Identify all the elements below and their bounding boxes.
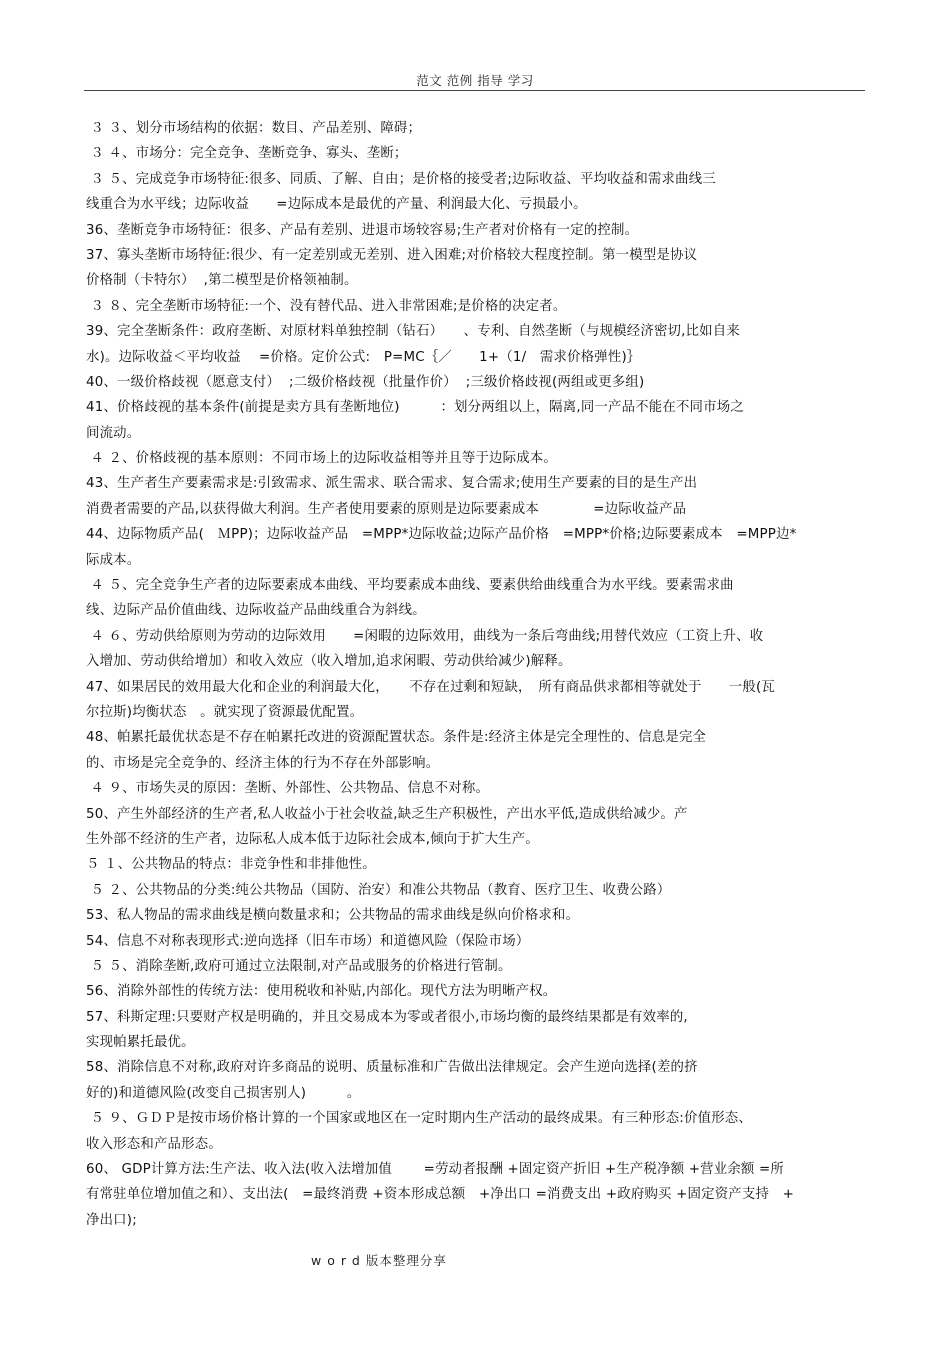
text-line: 线、边际产品价值曲线、边际收益产品曲线重合为斜线。	[86, 603, 426, 619]
text-line: 的、市场是完全竞争的、经济主体的行为不存在外部影响。	[86, 755, 440, 771]
text-line: ４ ５、完全竞争生产者的边际要素成本曲线、平均要素成本曲线、要素供给曲线重合为水平线。要素需求曲	[86, 578, 734, 594]
text-line: 40、一级价格歧视（愿意支付） ;二级价格歧视（批量作价） ;三级价格歧视(两组或更多组)	[86, 374, 645, 390]
text-line: 收入形态和产品形态。	[86, 1136, 222, 1152]
document-body	[86, 116, 886, 1233]
text-line: ５ ５、消除垄断,政府可通过立法限制,对产品或服务的价格进行管制。	[86, 958, 512, 974]
text-line: 54、信息不对称表现形式:逆向选择（旧车市场）和道德风险（保险市场）	[86, 933, 530, 949]
text-line: ３ ４、市场分：完全竞争、垄断竞争、寡头、垄断；	[86, 146, 408, 162]
text-line: 线重合为水平线；边际收益 =边际成本是最优的产量、利润最大化、亏损最小。	[86, 197, 587, 213]
text-line: ５ ９、ＧＤＰ是按市场价格计算的一个国家或地区在一定时期内生产活动的最终成果。有三种形态:价值形态、	[86, 1111, 752, 1127]
text-line: ４ ９、市场失灵的原因：垄断、外部性、公共物品、信息不对称。	[86, 781, 490, 797]
text-line: 入增加、劳动供给增加）和收入效应（收入增加,追求闲暇、劳动供给减少)解释。	[86, 654, 572, 670]
text-line: 36、垄断竞争市场特征：很多、产品有差别、进退市场较容易;生产者对价格有一定的控制。	[86, 222, 639, 238]
text-line: 净出口);	[86, 1212, 137, 1228]
text-line: ３ ８、完全垄断市场特征:一个、没有替代品、进入非常困难;是价格的决定者。	[86, 298, 567, 314]
text-line: ４ ６、劳动供给原则为劳动的边际效用 =闲暇的边际效用，曲线为一条后弯曲线;用替代效应（工资上升、收	[86, 628, 764, 644]
text-line: 生外部不经济的生产者，边际私人成本低于边际社会成本,倾向于扩大生产。	[86, 831, 539, 847]
page-header: 范文 范例 指导 学习	[416, 73, 534, 88]
text-line: 好的)和道德风险(改变自己损害别人) 。	[86, 1085, 361, 1101]
page-footer: w o r d 版本整理分享	[311, 1253, 447, 1268]
text-line: ４ ２、价格歧视的基本原则：不同市场上的边际收益相等并且等于边际成本。	[86, 451, 557, 467]
text-line: 53、私人物品的需求曲线是横向数量求和；公共物品的需求曲线是纵向价格求和。	[86, 908, 580, 924]
text-line: 尔拉斯)均衡状态 。就实现了资源最优配置。	[86, 704, 364, 720]
text-line: 47、如果居民的效用最大化和企业的利润最大化， 不存在过剩和短缺， 所有商品供求都相等就处于 一般(瓦	[86, 679, 775, 695]
text-line: 48、帕累托最优状态是不存在帕累托改进的资源配置状态。条件是:经济主体是完全理性的、信息是完全	[86, 730, 707, 746]
text-line: ３ ５、完成竞争市场特征:很多、同质、了解、自由；是价格的接受者;边际收益、平均收益和需求曲线三	[86, 171, 716, 187]
text-line: ５ １、公共物品的特点：非竞争性和非排他性。	[86, 857, 376, 873]
text-line: 58、消除信息不对称,政府对许多商品的说明、质量标准和广告做出法律规定。会产生逆向选择(差的挤	[86, 1060, 698, 1076]
text-line: ５ ２、公共物品的分类:纯公共物品（国防、治安）和准公共物品（教育、医疗卫生、收费公路）	[86, 882, 671, 898]
text-line: 价格制（卡特尔） ,第二模型是价格领袖制。	[86, 273, 358, 289]
text-line: 50、产生外部经济的生产者,私人收益小于社会收益,缺乏生产积极性，产出水平低,造成供给减少。产	[86, 806, 688, 822]
text-line: 43、生产者生产要素需求是:引致需求、派生需求、联合需求、复合需求;使用生产要素的目的是生产出	[86, 476, 698, 492]
text-line: 37、寡头垄断市场特征:很少、有一定差别或无差别、进入困难;对价格较大程度控制。第一模型是协议	[86, 247, 698, 263]
text-line: 间流动。	[86, 425, 141, 441]
text-line: 56、消除外部性的传统方法：使用税收和补贴,内部化。现代方法为明晰产权。	[86, 984, 557, 1000]
text-line: 57、科斯定理:只要财产权是明确的，并且交易成本为零或者很小,市场均衡的最终结果都是有效率的,	[86, 1009, 688, 1025]
text-line: 水)。边际收益＜平均收益 =价格。定价公式: P=MC｛／ 1+（1/ 需求价格弹性)｝	[86, 349, 641, 365]
text-line: 44、边际物质产品( ＭPP)；边际收益产品 =MPP*边际收益;边际产品价格 =MPP*价格;边际要素成本 =MPP边*	[86, 527, 797, 543]
text-line: 有常驻单位增加值之和）、支出法( =最终消费 +资本形成总额 +净出口 =消费支出 +政府购买 +固定资产支持 +	[86, 1187, 795, 1203]
text-line: 际成本。	[86, 552, 141, 568]
header-divider	[84, 90, 865, 91]
text-line: 60、 GDP计算方法:生产法、收入法(收入法增加值 =劳动者报酬 +固定资产折旧 +生产税净额 +营业余额 =所	[86, 1162, 784, 1178]
text-line: 39、完全垄断条件：政府垄断、对原材料单独控制（钻石） 、专利、自然垄断（与规模经济密切,比如自来	[86, 324, 740, 340]
text-line: 41、价格歧视的基本条件(前提是卖方具有垄断地位) ：划分两组以上，隔离,同一产品不能在不同市场之	[86, 400, 744, 416]
text-line: 消费者需要的产品,以获得做大利润。生产者使用要素的原则是边际要素成本 =边际收益产品	[86, 501, 687, 517]
text-line: ３ ３、划分市场结构的依据：数目、产品差别、障碍；	[86, 121, 422, 136]
text-line: 实现帕累托最优。	[86, 1035, 195, 1051]
